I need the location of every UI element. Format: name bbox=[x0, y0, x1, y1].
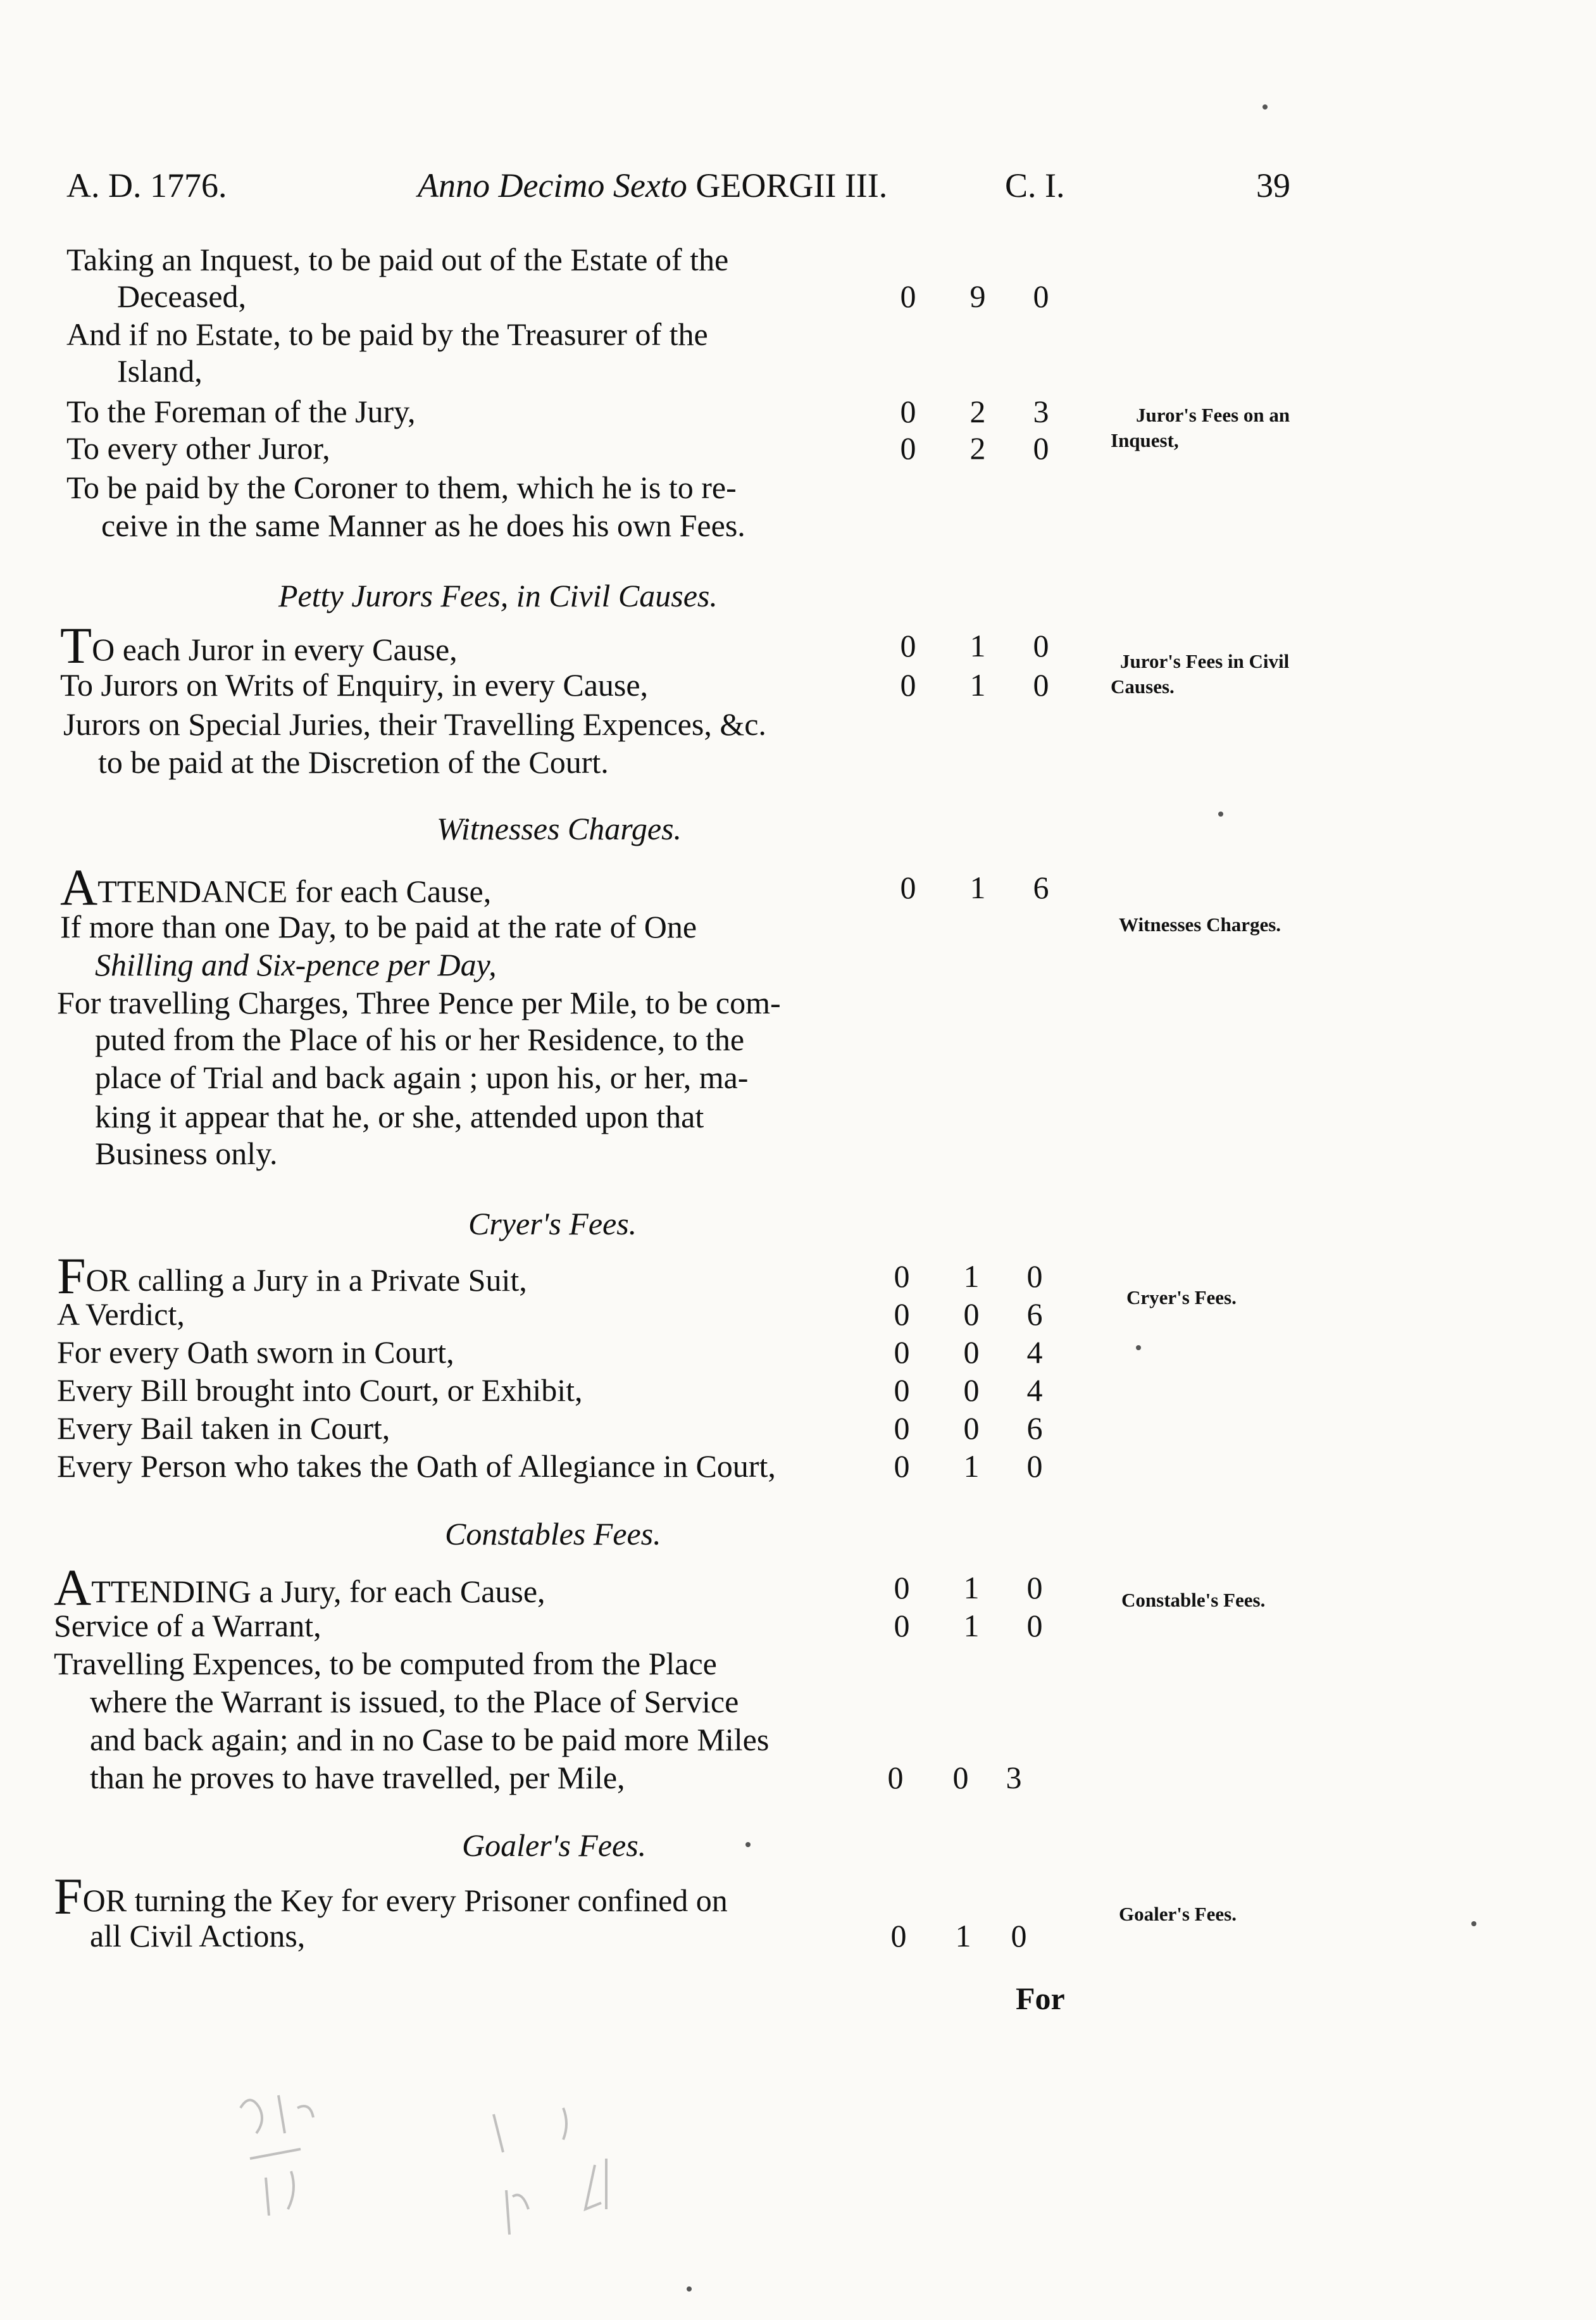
amount-pence: 3 bbox=[1033, 394, 1049, 429]
drop-cap: F bbox=[57, 1247, 86, 1305]
ink-speck bbox=[687, 2286, 692, 2292]
section-title: Goaler's Fees. bbox=[462, 1828, 647, 1863]
amount-pounds: 0 bbox=[890, 1918, 907, 1953]
amount-pence: 6 bbox=[1026, 1410, 1043, 1446]
header-title-italic: Anno Decimo Sexto bbox=[418, 166, 687, 204]
amount-pence: 4 bbox=[1026, 1372, 1043, 1408]
amount-pounds: 0 bbox=[900, 430, 916, 466]
amount-pounds: 0 bbox=[900, 667, 916, 703]
amount-shillings: 9 bbox=[969, 279, 986, 314]
amount-pounds: 0 bbox=[900, 870, 916, 905]
amount-pounds: 0 bbox=[900, 279, 916, 314]
document-page: A. D. 1776. Anno Decimo Sexto GEORGII III. C. I. 39 Taking an Inquest, to be paid out of the Estate of the Deceased, 0 9 0 And if no Estate, to be paid by the Treasurer of the Island, To the Foreman of the Jury, 0 2 3 To every other Juror, 0 2 0 To be paid by the Coroner to them, which he is to re- ceive in the same Manner as he does his own Fees. Juror's Fees on an Inquest, Petty Jurors Fees, in Civil Causes. TO each Juror in every Cause, 0 1 0 To Jurors on Writs of Enquiry, in every Cause, 0 1 0 Jurors on Special Juries, their Travelling Expences, &c. to be paid at the Discretion of the Court. Juror's Fees in Civil Causes. Witnesses Charges. ATTENDANCE for each Cause, 0 1 6 If more than one Day, to be paid at the rate of One Shilling and Six-pence per Day, For travelling Charges, Three Pence per Mile, to be com- puted from the Place of his or her Residence, to the place of Trial and back again ; upon his, or her, ma- king it appear that he, or she, attended upon that Business only. Witnesses Charges. Cryer's Fees. FOR calling a Jury in a Private Suit, 0 1 0 A Verdict, 0 0 6 For every Oath sworn in Court, 0 0 4 Every Bill brought into Court, or Exhibit, 0 0 4 Every Bail taken in Court, 0 0 6 Every Person who takes the Oath of Allegiance in Court, 0 1 0 Cryer's Fees. Constables Fees. ATTENDING a Jury, for each Cause, 0 1 0 Service of a Warrant, 0 1 0 Travelling Expences, to be computed from the Place where the Warrant is issued, to the Place of Service and back again; and in no Case to be paid more Miles than he proves to have travelled, per Mile, 0 0 3 Constable's Fees. Goaler's Fees. FOR turning the Key for every Prisoner confined on all Civil Actions, 0 1 0 Goaler's Fees. For bbox=[0, 0, 1596, 2320]
amount-pence: 3 bbox=[1006, 1760, 1022, 1795]
amount-shillings: 1 bbox=[969, 667, 986, 703]
amount-shillings: 1 bbox=[969, 870, 986, 905]
amount-pounds: 0 bbox=[894, 1448, 910, 1484]
margin-note: Goaler's Fees. bbox=[1119, 1903, 1237, 1925]
page-number: 39 bbox=[1256, 166, 1290, 204]
drop-cap: A bbox=[54, 1558, 92, 1616]
amount-shillings: 0 bbox=[963, 1296, 980, 1332]
header-title-rest: GEORGII III. bbox=[687, 166, 888, 204]
amount-shillings: 1 bbox=[963, 1448, 980, 1484]
amount-shillings: 0 bbox=[963, 1334, 980, 1370]
amount-pence: 0 bbox=[1033, 628, 1049, 663]
drop-cap: A bbox=[60, 858, 98, 916]
amount-pence: 0 bbox=[1026, 1570, 1043, 1605]
ink-speck bbox=[745, 1842, 751, 1847]
amount-shillings: 1 bbox=[963, 1258, 980, 1294]
amount-pence: 4 bbox=[1026, 1334, 1043, 1370]
header-chapter: C. I. bbox=[1005, 166, 1065, 204]
ink-speck bbox=[1136, 1345, 1141, 1350]
ink-speck bbox=[1471, 1921, 1476, 1926]
amount-pence: 0 bbox=[1026, 1608, 1043, 1643]
amount-shillings: 2 bbox=[969, 394, 986, 429]
amount-pounds: 0 bbox=[894, 1410, 910, 1446]
amount-pence: 6 bbox=[1033, 870, 1049, 905]
amount-shillings: 0 bbox=[963, 1410, 980, 1446]
section-title: Cryer's Fees. bbox=[468, 1206, 637, 1241]
section-title: Constables Fees. bbox=[445, 1516, 661, 1552]
ink-speck bbox=[1218, 812, 1223, 817]
amount-pounds: 0 bbox=[894, 1334, 910, 1370]
amount-pounds: 0 bbox=[894, 1296, 910, 1332]
amount-shillings: 0 bbox=[952, 1760, 969, 1795]
header-date: A. D. 1776. bbox=[66, 166, 227, 204]
section-title: Witnesses Charges. bbox=[437, 811, 682, 846]
section-title: Petty Jurors Fees, in Civil Causes. bbox=[278, 578, 718, 613]
amount-pounds: 0 bbox=[900, 394, 916, 429]
drop-cap: F bbox=[54, 1867, 83, 1925]
catchword: For bbox=[1016, 1981, 1065, 2016]
margin-note: Constable's Fees. bbox=[1121, 1589, 1266, 1611]
header-title bbox=[418, 166, 887, 205]
margin-note: Cryer's Fees. bbox=[1126, 1286, 1237, 1308]
ink-speck bbox=[1262, 104, 1268, 110]
amount-shillings: 2 bbox=[969, 430, 986, 466]
margin-note: Witnesses Charges. bbox=[1119, 913, 1281, 936]
amount-pounds: 0 bbox=[900, 628, 916, 663]
amount-pence: 0 bbox=[1033, 430, 1049, 466]
amount-shillings: 1 bbox=[969, 628, 986, 663]
margin-note: Juror's Fees in Civil Causes. bbox=[1111, 650, 1290, 698]
drop-cap: T bbox=[60, 617, 92, 674]
amount-pounds: 0 bbox=[894, 1372, 910, 1408]
amount-pounds: 0 bbox=[894, 1608, 910, 1643]
amount-pence: 0 bbox=[1026, 1258, 1043, 1294]
amount-pence: 0 bbox=[1026, 1448, 1043, 1484]
amount-pounds: 0 bbox=[894, 1258, 910, 1294]
amount-shillings: 1 bbox=[963, 1608, 980, 1643]
amount-shillings: 1 bbox=[963, 1570, 980, 1605]
amount-pounds: 0 bbox=[887, 1760, 904, 1795]
amount-pounds: 0 bbox=[894, 1570, 910, 1605]
amount-shillings: 1 bbox=[955, 1918, 971, 1953]
amount-pence: 0 bbox=[1011, 1918, 1027, 1953]
amount-pence: 0 bbox=[1033, 279, 1049, 314]
amount-shillings: 0 bbox=[963, 1372, 980, 1408]
amount-pence: 6 bbox=[1026, 1296, 1043, 1332]
running-header bbox=[0, 166, 1596, 216]
amount-pence: 0 bbox=[1033, 667, 1049, 703]
margin-note: Juror's Fees on an Inquest, bbox=[1111, 404, 1290, 451]
